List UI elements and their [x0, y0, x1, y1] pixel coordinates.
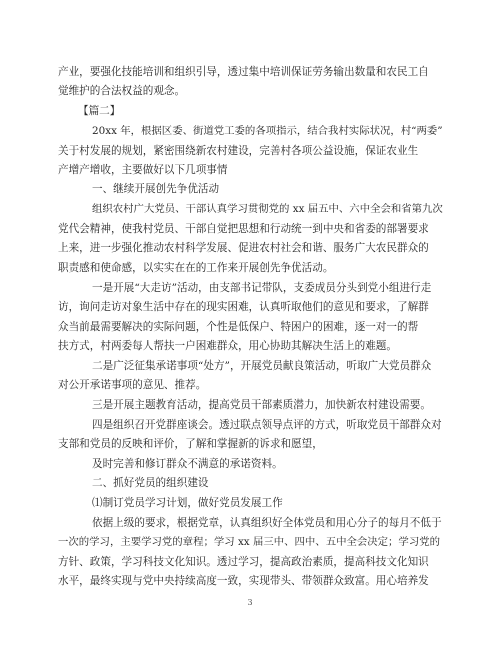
text-line: 一是开展“大走访”活动，由支部书记带队，支委成员分头到党小组进行走 — [92, 282, 432, 294]
text-line: 一次的学习，主要学习党的章程；学习 xx 届三中、四中、五中全会决定；学习党的 — [58, 536, 440, 548]
text-line: 四是组织召开党群座谈会。透过联点领导点评的方式，听取党员干部群众对 — [92, 419, 442, 431]
text-line: 支部和党员的反映和评价，了解和掌握新的诉求和愿望， — [58, 438, 323, 450]
text-line: 二是广泛征集承诺事项“处方”，开展党员献良策活动，听取广大党员群众 — [92, 360, 432, 372]
text-line: 职责感和使命感，以实实在在的工作来开展创先争优活动。 — [58, 262, 334, 274]
text-line: 众当前最需要解决的实际问题，个性是低保户、特困户的困难，逐一对一的帮 — [58, 321, 419, 333]
subheading: 一、继续开展创先争优活动 — [92, 183, 220, 195]
text-line: 依据上级的要求，根据党章，认真组织好全体党员和用心分子的每月不低于 — [92, 517, 442, 529]
text-line: 产增产增收，主要做好以下几项事情 — [58, 164, 228, 176]
text-line: 对公开承诺事项的意见、推荐。 — [58, 379, 207, 391]
text-line: 访，询问走访对象生活中存在的现实困难，认真听取他们的意见和要求，了解群 — [58, 301, 429, 313]
text-line: 水平，最终实现与党中央持续高度一致，实现带头、带领群众致富。用心培养发 — [58, 575, 429, 587]
section-heading: 【篇二】 — [78, 105, 121, 117]
text-line: 上来，进一步强化推动农村科学发展、促进农村社会和谐、服务广大农民群众的 — [58, 242, 429, 254]
subheading: 二、抓好党员的组织建设 — [92, 477, 209, 489]
text-line: 产业，要强化技能培训和组织引导，透过集中培训保证劳务输出数量和农民工自 — [58, 66, 429, 78]
text-line: 关于村发展的规划，紧密围绕新农村建设，完善村各项公益设施，保证农业生 — [58, 145, 419, 157]
text-line: 20xx 年，根据区委、街道党工委的各项指示，结合我村实际状况，村“两委” — [92, 125, 443, 137]
text-line: 组织农村广大党员、干部认真学习贯彻党的 xx 届五中、六中全会和省第九次 — [92, 203, 443, 215]
text-line: 及时完善和修订群众不满意的承诺资料。 — [92, 458, 283, 470]
text-line: 党代会精神，使我村党员、干部自觉把思想和行动统一到中央和省委的部署要求 — [58, 223, 429, 235]
text-line: 觉维护的合法权益的观念。 — [58, 85, 186, 97]
page-number: 3 — [247, 598, 253, 607]
text-line: 扶方式，村两委每人帮扶一户困难群众，用心协助其解决生活上的难题。 — [58, 340, 397, 352]
text-line: 方针、政策，学习科技文化知识。透过学习，提高政治素质，提高科技文化知识 — [58, 556, 429, 568]
subheading: ⑴制订党员学习计划，做好党员发展工作 — [92, 497, 283, 509]
text-line: 三是开展主题教育活动，提高党员干部素质潜力，加快新农村建设需要。 — [92, 399, 431, 411]
